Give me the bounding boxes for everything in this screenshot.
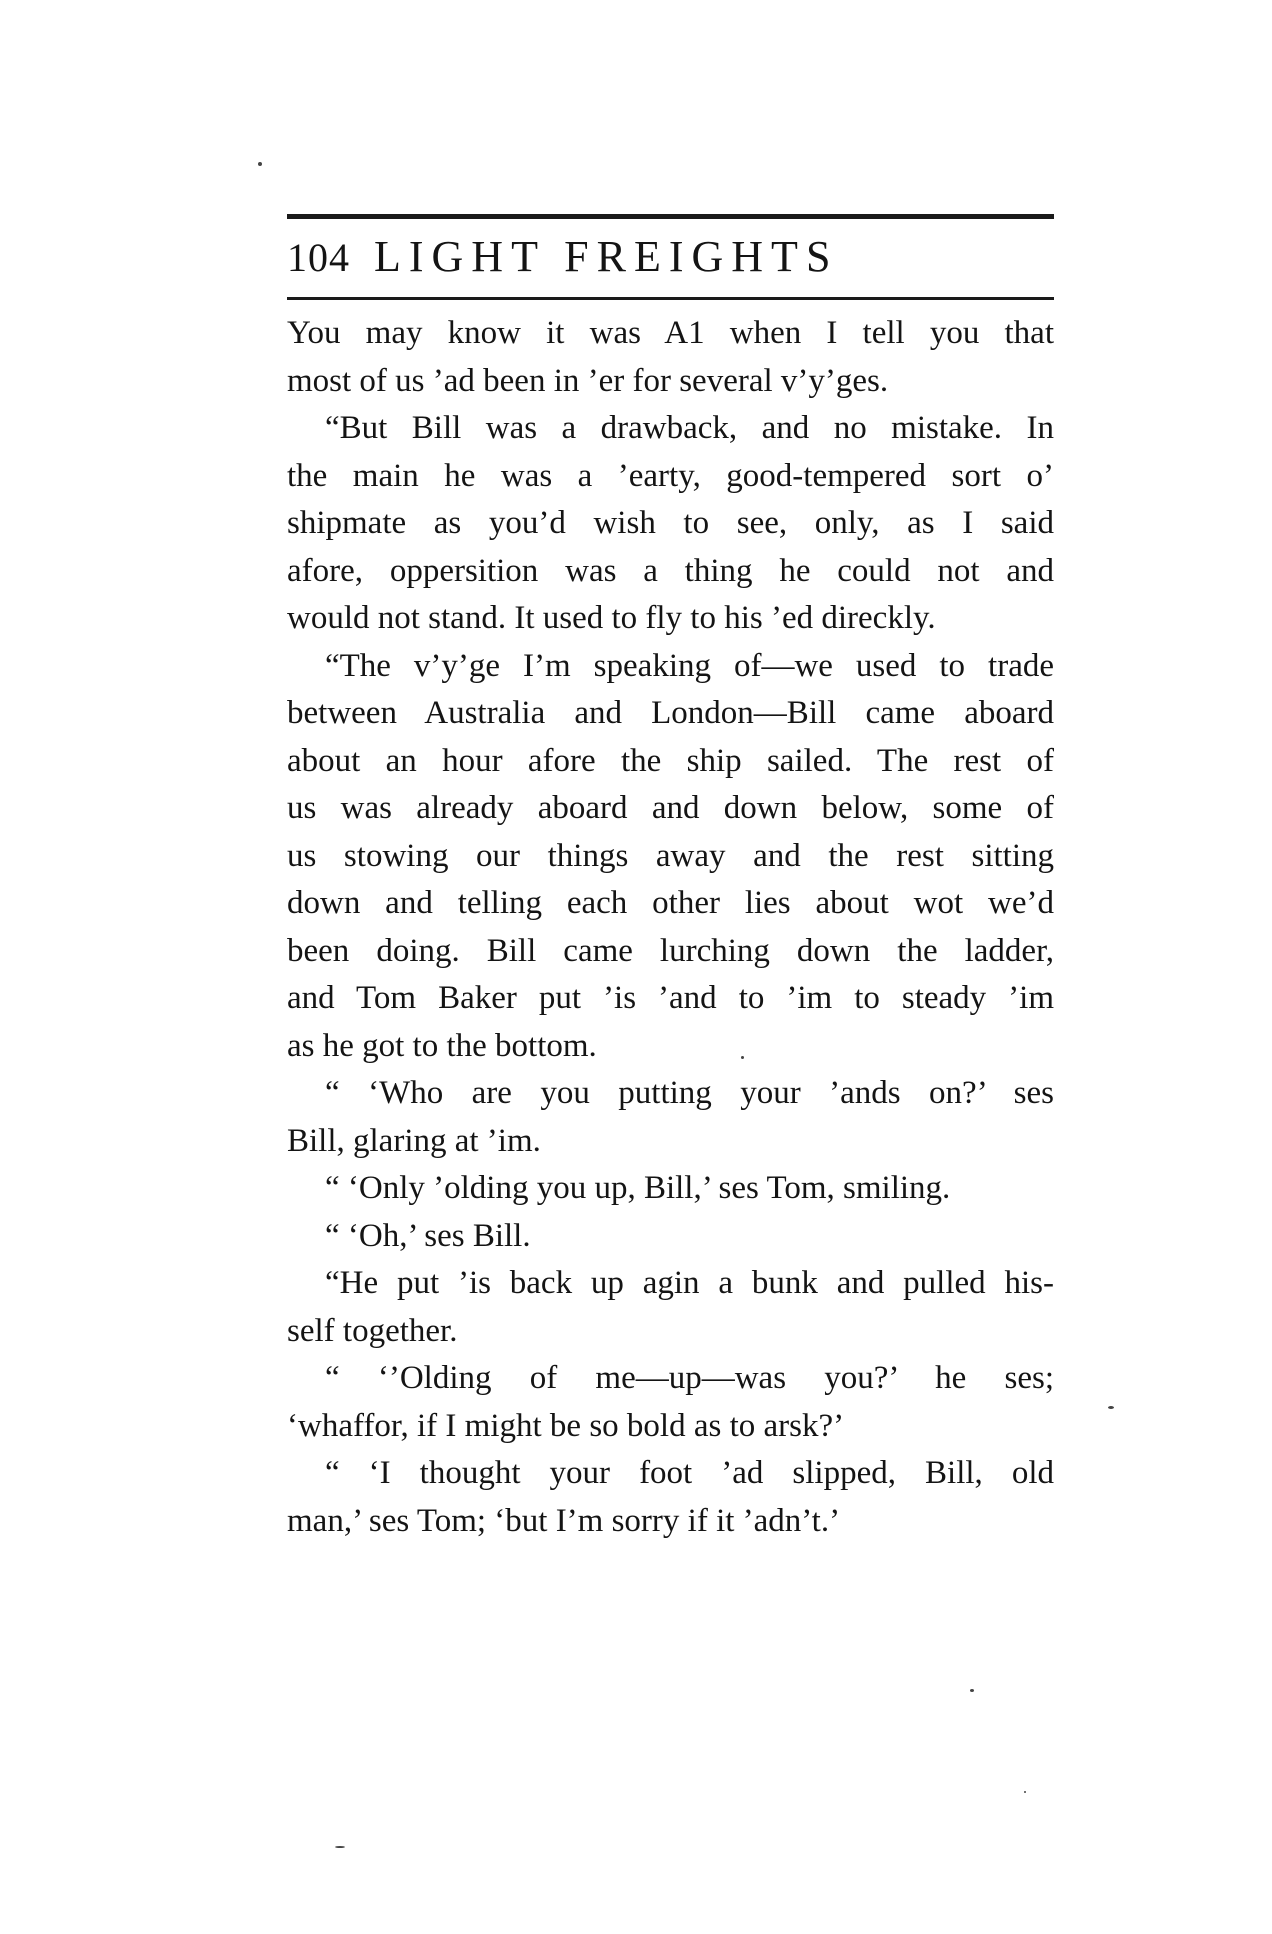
text-line: “He put ’is back up agin a bunk and pulled his-	[325, 1265, 1054, 1301]
text-line: ‘whaffor, if I might be so bold as to arsk?’	[287, 1407, 845, 1444]
paragraph	[287, 405, 1054, 643]
paragraph	[287, 1355, 1054, 1450]
running-head	[287, 219, 1054, 297]
text-line: afore, oppersition was a thing he could not and	[287, 552, 1054, 589]
text-line: would not stand. It used to fly to his ’ed direckly.	[287, 600, 936, 636]
text-line: self together.	[287, 1312, 458, 1349]
text-line: You may know it was A1 when I tell you that	[287, 315, 1054, 351]
text-line: us was already aboard and down below, some of	[287, 790, 1054, 826]
text-line: about an hour afore the ship sailed. The rest of	[287, 742, 1054, 779]
text-line: “ ‘Oh,’ ses Bill.	[325, 1217, 531, 1254]
text-line: between Australia and London—Bill came aboard	[287, 695, 1054, 731]
text-line: “ ‘’Olding of me—up—was you?’ he ses;	[325, 1360, 1054, 1396]
text-line: “ ‘Who are you putting your ’ands on?’ ses	[325, 1075, 1054, 1111]
text-line: “But Bill was a drawback, and no mistake. In	[325, 410, 1054, 446]
paragraph	[287, 1213, 1054, 1261]
paragraph	[287, 1260, 1054, 1355]
page-number: 104	[287, 235, 350, 280]
text-line: the main he was a ’earty, good-tempered sort o’	[287, 457, 1054, 494]
text-line: “ ‘I thought your foot ’ad slipped, Bill, old	[325, 1455, 1054, 1491]
paragraph	[287, 1165, 1054, 1213]
text-line: most of us ’ad been in ’er for several v’y’ges.	[287, 362, 889, 399]
paragraph	[287, 643, 1054, 1071]
scan-speck	[970, 1689, 974, 1692]
scan-speck	[1024, 1791, 1026, 1793]
text-line: man,’ ses Tom; ‘but I’m sorry if it ’adn’t.’	[287, 1502, 841, 1539]
text-line: as he got to the bottom.	[287, 1027, 597, 1064]
paragraph	[287, 1070, 1054, 1165]
header-bottom-rule	[287, 297, 1054, 300]
text-line: down and telling each other lies about wot we’d	[287, 885, 1054, 921]
running-title: LIGHT FREIGHTS	[374, 232, 839, 281]
paragraph	[287, 310, 1054, 405]
body-text	[287, 310, 1054, 1545]
text-line: “The v’y’ge I’m speaking of—we used to trade	[325, 647, 1054, 684]
text-line: and Tom Baker put ’is ’and to ’im to steady ’im	[287, 980, 1054, 1016]
book-page	[287, 214, 1054, 1545]
paragraph	[287, 1450, 1054, 1545]
scan-speck	[335, 1846, 345, 1848]
scan-speck	[1108, 1406, 1114, 1409]
text-line: us stowing our things away and the rest sitting	[287, 837, 1054, 874]
text-line: been doing. Bill came lurching down the ladder,	[287, 932, 1054, 969]
text-line: shipmate as you’d wish to see, only, as I said	[287, 505, 1054, 541]
text-line: Bill, glaring at ’im.	[287, 1122, 541, 1159]
scan-speck	[258, 162, 262, 166]
text-line: “ ‘Only ’olding you up, Bill,’ ses Tom, smiling.	[325, 1170, 951, 1206]
